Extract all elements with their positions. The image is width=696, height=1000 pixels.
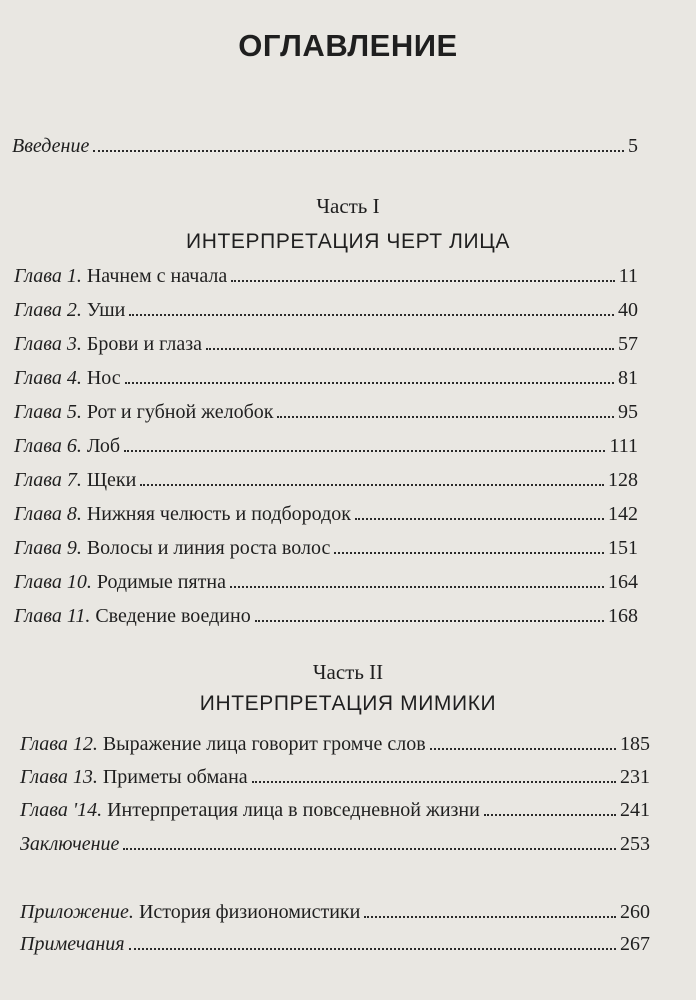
chapter-prefix: Глава 6. — [14, 435, 82, 457]
chapter-page: 128 — [608, 469, 638, 491]
chapter-page: 231 — [620, 766, 650, 788]
chapter-prefix: Глава 10. — [14, 571, 92, 593]
toc-entry-chapter — [20, 763, 650, 791]
chapter-page: 168 — [608, 605, 638, 627]
chapter-name: Брови и глаза — [86, 333, 202, 355]
intro-label: Введение — [12, 135, 90, 157]
chapter-name: Лоб — [86, 435, 121, 457]
chapter-page: 11 — [618, 265, 638, 287]
toc-entry-appendix — [20, 898, 650, 926]
leader-dots — [129, 314, 614, 316]
chapter-page: 241 — [620, 799, 650, 821]
chapter-name: Приметы обмана — [102, 766, 248, 788]
leader-dots — [93, 150, 624, 152]
notes-page: 267 — [620, 933, 650, 955]
chapter-prefix: Глава 1. — [14, 265, 82, 287]
toc-entry-chapter — [14, 466, 638, 494]
chapter-name: Интерпретация лица в повседневной жизни — [107, 799, 480, 821]
toc-entry-chapter — [14, 432, 638, 460]
chapter-page: 142 — [608, 503, 638, 525]
leader-dots — [124, 450, 605, 452]
chapter-page: 111 — [609, 435, 638, 457]
toc-entry-chapter — [14, 602, 638, 630]
chapter-name: Сведение воедино — [95, 605, 251, 627]
chapter-name: Щеки — [86, 469, 137, 491]
toc-entry-chapter — [14, 330, 638, 358]
leader-dots — [140, 484, 604, 486]
toc-entry-intro — [12, 132, 638, 160]
chapter-prefix: Глава 13. — [20, 766, 98, 788]
leader-dots — [484, 814, 616, 816]
part1-number: Часть I — [316, 194, 380, 218]
leader-dots — [334, 552, 604, 554]
chapter-name: Выражение лица говорит громче слов — [102, 733, 426, 755]
appendix-prefix: Приложение. — [20, 901, 134, 923]
toc-entry-chapter — [20, 730, 650, 758]
chapter-page: 40 — [618, 299, 638, 321]
conclusion-page: 253 — [620, 833, 650, 855]
leader-dots — [231, 280, 614, 282]
intro-page: 5 — [628, 135, 638, 157]
chapter-page: 57 — [618, 333, 638, 355]
leader-dots — [206, 348, 614, 350]
chapter-prefix: Глава 2. — [14, 299, 82, 321]
toc-entry-chapter — [14, 534, 638, 562]
leader-dots — [277, 416, 614, 418]
chapter-page: 95 — [618, 401, 638, 423]
chapter-name: Уши — [86, 299, 126, 321]
chapter-page: 164 — [608, 571, 638, 593]
chapter-name: Рот и губной желобок — [86, 401, 274, 423]
toc-entry-chapter — [20, 796, 650, 824]
chapter-prefix: Глава 8. — [14, 503, 82, 525]
leader-dots — [125, 382, 614, 384]
leader-dots — [355, 518, 604, 520]
toc-entry-chapter — [14, 568, 638, 596]
chapter-prefix: Глава '14. — [20, 799, 103, 821]
chapter-prefix: Глава 9. — [14, 537, 82, 559]
chapter-page: 151 — [608, 537, 638, 559]
chapter-prefix: Глава 7. — [14, 469, 82, 491]
notes-label: Примечания — [20, 933, 125, 955]
part1-title: ИНТЕРПРЕТАЦИЯ ЧЕРТ ЛИЦА — [186, 230, 510, 253]
leader-dots — [129, 948, 616, 950]
chapter-prefix: Глава 4. — [14, 367, 82, 389]
toc-entry-chapter — [14, 262, 638, 290]
chapter-name: Нижняя челюсть и подбородок — [86, 503, 351, 525]
part2-title: ИНТЕРПРЕТАЦИЯ МИМИКИ — [199, 692, 497, 715]
leader-dots — [252, 781, 616, 783]
toc-title: ОГЛАВЛЕНИЕ — [238, 28, 458, 63]
conclusion-label: Заключение — [20, 833, 120, 855]
leader-dots — [123, 848, 616, 850]
appendix-page: 260 — [620, 901, 650, 923]
leader-dots — [230, 586, 604, 588]
chapter-name: Нос — [86, 367, 121, 389]
toc-entry-chapter — [14, 296, 638, 324]
chapter-name: Волосы и линия роста волос — [86, 537, 331, 559]
chapter-prefix: Глава 5. — [14, 401, 82, 423]
toc-entry-notes — [20, 930, 650, 958]
toc-entry-chapter — [14, 398, 638, 426]
leader-dots — [255, 620, 604, 622]
chapter-prefix: Глава 3. — [14, 333, 82, 355]
toc-entry-chapter — [14, 500, 638, 528]
chapter-prefix: Глава 11. — [14, 605, 91, 627]
leader-dots — [364, 916, 616, 918]
chapter-page: 81 — [618, 367, 638, 389]
chapter-name: Начнем с начала — [86, 265, 228, 287]
appendix-name: История физиономистики — [138, 901, 361, 923]
part2-number: Часть II — [312, 660, 384, 684]
toc-entry-chapter — [14, 364, 638, 392]
chapter-name: Родимые пятна — [96, 571, 226, 593]
toc-entry-conclusion — [20, 830, 650, 858]
chapter-prefix: Глава 12. — [20, 733, 98, 755]
chapter-page: 185 — [620, 733, 650, 755]
leader-dots — [430, 748, 616, 750]
